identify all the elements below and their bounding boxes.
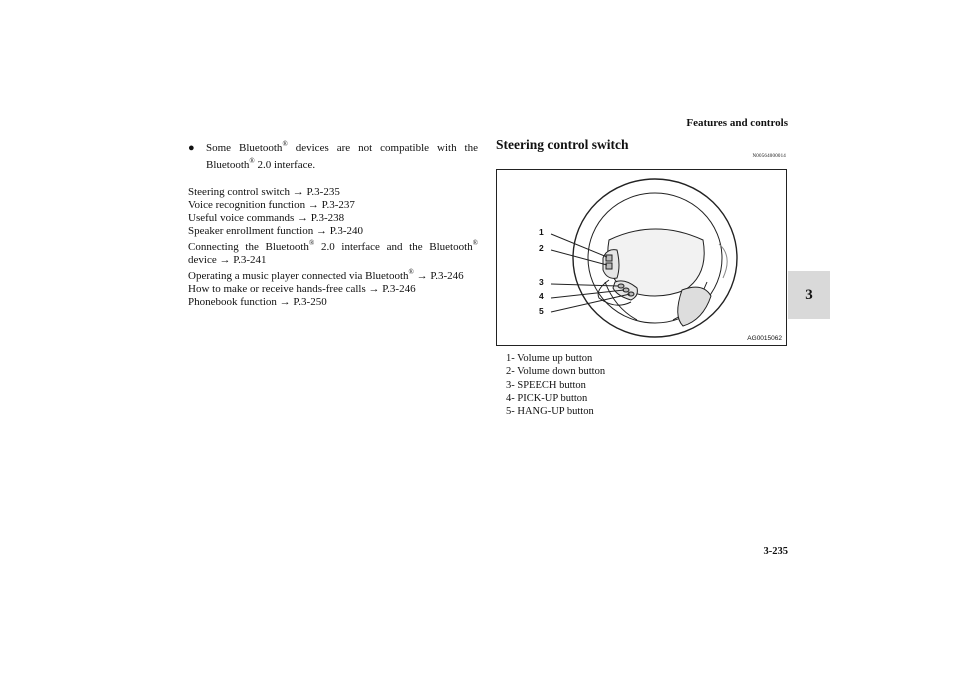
callout-label-5: 5 — [539, 306, 544, 316]
xref-item[interactable]: Operating a music player connected via Bluetooth® → P.3-246 — [188, 268, 464, 282]
callout-label-3: 3 — [539, 277, 544, 287]
xref-item[interactable]: Useful voice commands → P.3-238 — [188, 212, 345, 224]
xref-item[interactable]: Steering control switch → P.3-235 — [188, 186, 340, 198]
section-title: Steering control switch — [496, 137, 629, 152]
xref-item[interactable]: Phonebook function → P.3-250 — [188, 296, 327, 308]
xref-item[interactable]: How to make or receive hands-free calls → P.3-246 — [188, 283, 416, 295]
steering-wheel-figure — [496, 169, 787, 346]
right-column — [496, 137, 788, 418]
callout-label-4: 4 — [539, 291, 544, 301]
figure-code: AG0015062 — [747, 335, 782, 342]
running-header: Features and controls — [686, 117, 788, 129]
reference-code: N00564000014 — [752, 154, 786, 159]
left-column — [188, 140, 478, 309]
chapter-tab: 3 — [788, 271, 830, 319]
xref-item[interactable]: Speaker enrollment function → P.3-240 — [188, 225, 364, 237]
xref-item[interactable]: Voice recognition function → P.3-237 — [188, 199, 355, 211]
legend-item: 4- PICK-UP button — [506, 392, 588, 404]
note-text: Some Bluetooth® devices are not compatible with the Bluetooth® 2.0 interface. — [206, 140, 478, 171]
xref-item[interactable]: Connecting the Bluetooth® 2.0 interface and the Bluetooth® device → P.3-241 — [188, 239, 478, 266]
legend-item: 2- Volume down button — [506, 366, 606, 378]
legend-item: 5- HANG-UP button — [506, 406, 594, 418]
cross-reference-list — [188, 186, 478, 309]
page-number: 3-235 — [763, 546, 788, 557]
steering-wheel-illustration — [497, 170, 788, 347]
figure-legend — [506, 352, 605, 418]
callout-label-2: 2 — [539, 243, 544, 253]
note-bullet — [188, 140, 478, 174]
legend-item: 3- SPEECH button — [506, 379, 586, 391]
callout-label-1: 1 — [539, 227, 544, 237]
legend-item: 1- Volume up button — [506, 353, 593, 364]
bullet-icon: ● — [188, 142, 195, 154]
